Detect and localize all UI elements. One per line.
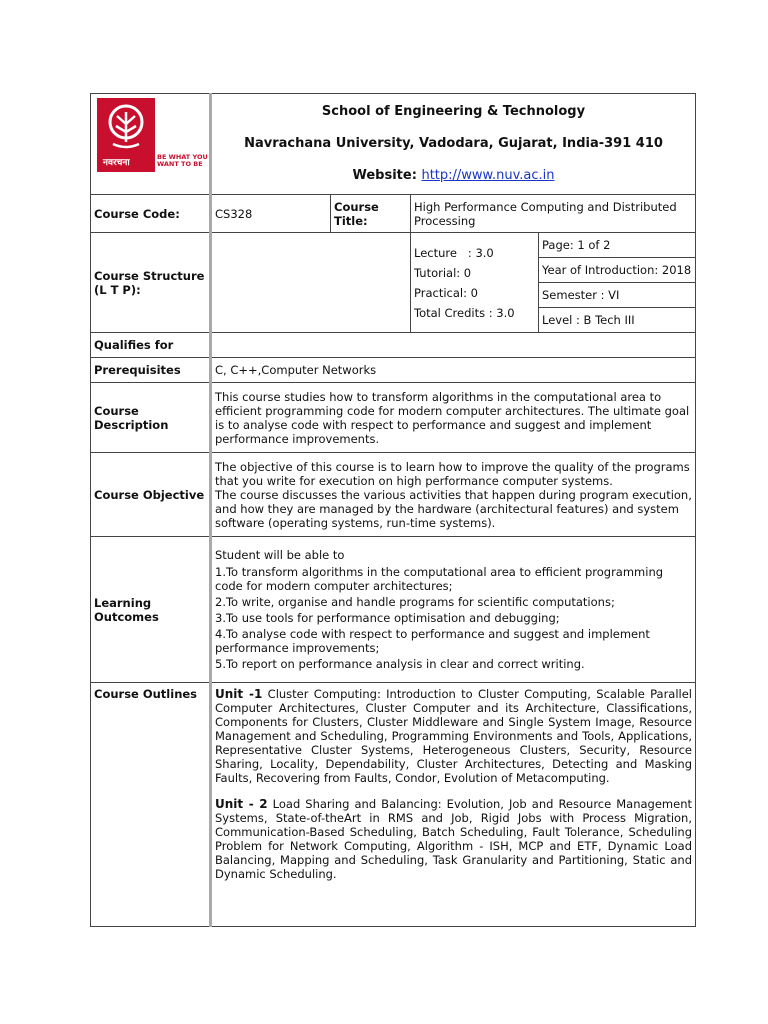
objective-paragraph-2: The course discusses the various activities that happen during program execution, and how they are managed by the hardware (architectural features) and system software (operating systems, run-time systems). bbox=[215, 487, 692, 530]
outlines-label: Course Outlines bbox=[91, 683, 211, 927]
year-of-introduction: Year of Introduction: 2018 bbox=[539, 258, 695, 283]
outcome-item: 4.To analyse code with respect to performance and suggest and implement performance improvements; bbox=[215, 627, 650, 655]
website-link[interactable]: http://www.nuv.ac.in bbox=[421, 168, 555, 183]
total-credits: Total Credits : 3.0 bbox=[414, 305, 515, 320]
school-name: School of Engineering & Technology bbox=[321, 104, 586, 119]
outcome-item: 1.To transform algorithms in the computational area to efficient programming code for modern computer architectures; bbox=[215, 565, 664, 593]
qualifies-label: Qualifies for bbox=[91, 333, 211, 358]
meta-table bbox=[539, 233, 695, 332]
page-number: Page: 1 of 2 bbox=[539, 233, 695, 258]
unit-2 bbox=[215, 797, 692, 881]
course-title-label: Course Title: bbox=[331, 195, 411, 233]
objective-paragraph-1: The objective of this course is to learn how to improve the quality of the programs that you write for execution on high performance computer systems. bbox=[215, 459, 690, 488]
logo-mark bbox=[97, 98, 155, 172]
unit-1-title: Unit -1 bbox=[215, 687, 263, 701]
practical-hours: Practical: 0 bbox=[414, 285, 478, 300]
unit-1 bbox=[215, 687, 692, 785]
logo-wordmark: नवरचना bbox=[103, 158, 130, 168]
meta-cell bbox=[539, 233, 696, 333]
university-address: Navrachana University, Vadodara, Gujarat, India-391 410 bbox=[244, 136, 663, 151]
qualifies-value bbox=[211, 333, 696, 358]
objective-label: Course Objective bbox=[91, 453, 211, 537]
outcomes-cell bbox=[211, 537, 696, 683]
website-line: Website: http://www.nuv.ac.in bbox=[352, 168, 555, 183]
university-logo bbox=[94, 96, 210, 192]
semester: Semester : VI bbox=[539, 283, 695, 308]
prerequisites-label: Prerequisites bbox=[91, 358, 211, 383]
lecture-hours: Lecture : 3.0 bbox=[414, 245, 494, 260]
course-structure-label: Course Structure (L T P): bbox=[91, 233, 211, 333]
unit-1-text: Cluster Computing: Introduction to Cluster Computing, Scalable Parallel Computer Architectures, Cluster Computer and its Architecture, Classifications, Components for Clusters, Cluster Middleware and Single System Image, Resource Management and Scheduling, Programming Environments and Tools, Applications, Representative Cluster Systems, Heterogeneous Clusters, Security, Resource Sharing, Locality, Dependability, Cluster Architectures, Detecting and Masking Faults, Recovering from Faults, Condor, Evolution of Metacomputing. bbox=[215, 687, 693, 785]
outcome-item: 5.To report on performance analysis in clear and correct writing. bbox=[215, 657, 585, 671]
course-code-label: Course Code: bbox=[91, 195, 211, 233]
tutorial-hours: Tutorial: 0 bbox=[414, 265, 472, 280]
prerequisites-value: C, C++,Computer Networks bbox=[211, 358, 696, 383]
logo-cell bbox=[91, 94, 211, 195]
unit-2-title: Unit - 2 bbox=[215, 797, 268, 811]
header-cell bbox=[211, 94, 696, 195]
outlines-cell bbox=[211, 683, 696, 927]
outcome-item: 2.To write, organise and handle programs for scientific computations; bbox=[215, 595, 615, 609]
unit-2-text: Load Sharing and Balancing: Evolution, Job and Resource Management Systems, State-of-theArt in RMS and Job, Rigid Jobs with Process Migration, Communication-Based Scheduling, Batch Scheduling, Fault Tolerance, Scheduling Problem for Network Computing, Algorithm - ISH, MCP and ETF, Dynamic Load Balancing, Mapping and Scheduling, Task Granularity and Partitioning, Static and Dynamic Scheduling. bbox=[215, 797, 693, 881]
outcome-item: 3.To use tools for performance optimisation and debugging; bbox=[215, 611, 560, 625]
level: Level : B Tech III bbox=[542, 313, 635, 327]
course-code-value: CS328 bbox=[211, 195, 331, 233]
logo-tagline: BE WHAT YOU WANT TO BE bbox=[157, 153, 208, 168]
objective-cell bbox=[211, 453, 696, 537]
syllabus-table bbox=[90, 93, 696, 927]
course-title-value: High Performance Computing and Distributed Processing bbox=[411, 195, 696, 233]
outcomes-intro: Student will be able to bbox=[215, 548, 345, 562]
course-structure-blank bbox=[211, 233, 411, 333]
description-text: This course studies how to transform algorithms in the computational area to efficient programming code for modern computer architectures. The ultimate goal is to analyse code with respect to performance and suggest and implement performance improvements. bbox=[211, 383, 696, 453]
outcomes-label: Learning Outcomes bbox=[91, 537, 211, 683]
description-label: Course Description bbox=[91, 383, 211, 453]
ltp-cell bbox=[411, 233, 539, 333]
